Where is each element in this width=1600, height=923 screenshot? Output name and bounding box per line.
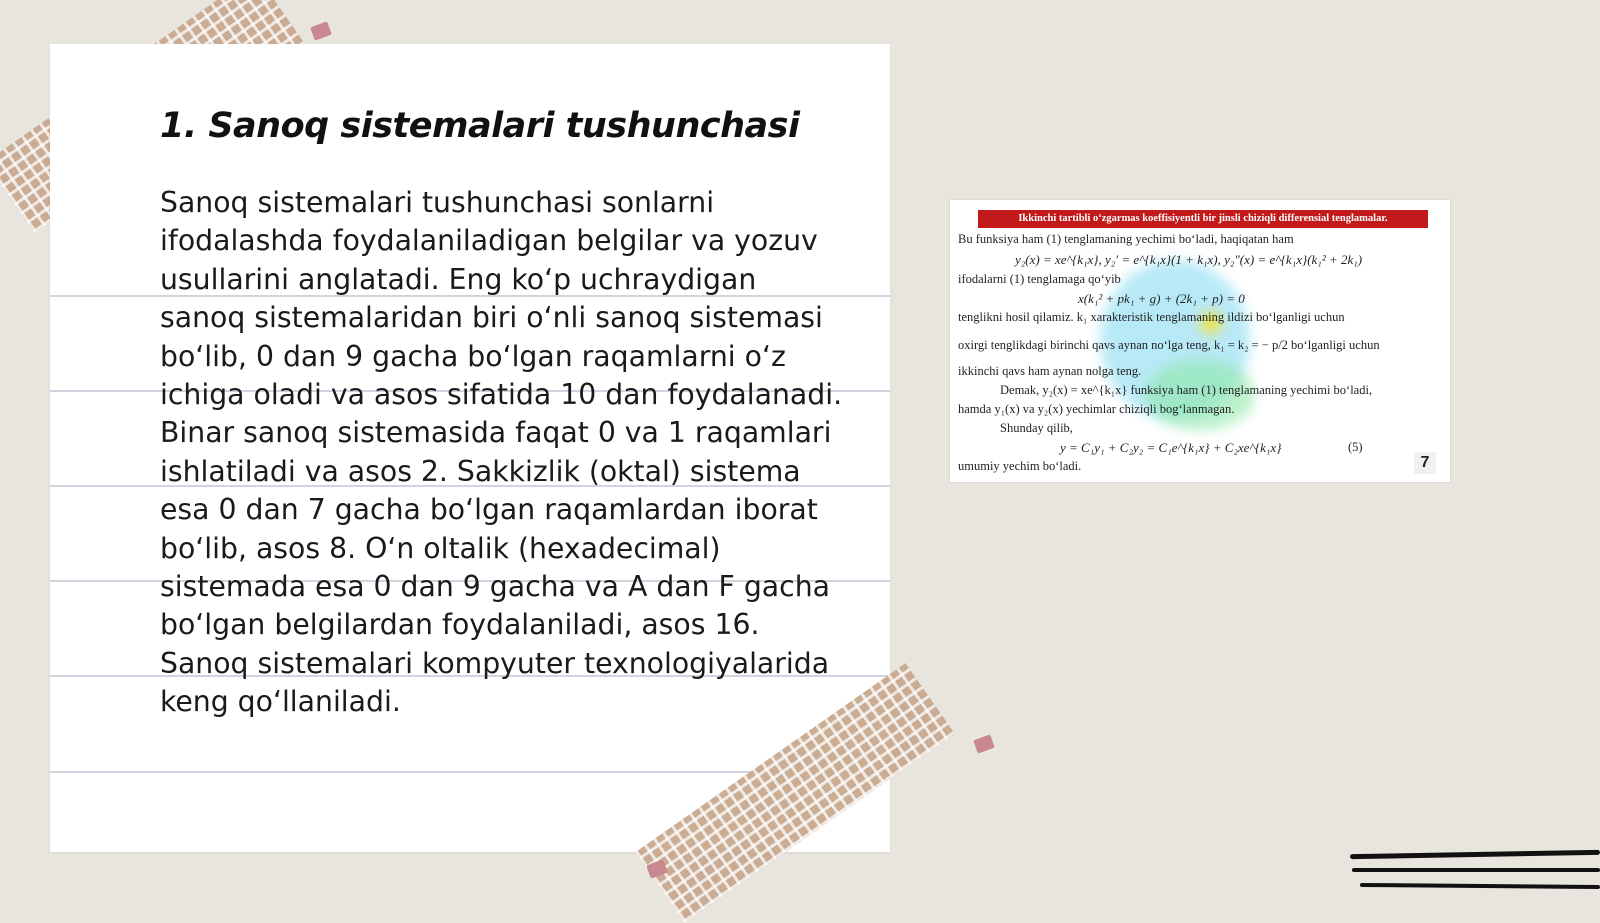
scan-equation: y = C₁y₁ + C₂y₂ = C₁e^{k₁x} + C₂xe^{k₁x} [1060,440,1282,455]
scan-equation-number: (5) [1348,440,1363,454]
scan-text-line: Bu funksiya ham (1) tenglamaning yechimi bo‘ladi, haqiqatan ham [958,232,1294,246]
tape-tab-top [310,21,332,40]
scanned-textbook-image [950,200,1450,482]
slide-title: 1. Sanoq sistemalari tushunchasi [160,106,800,146]
scan-text-line: Demak, y₂(x) = xe^{k₁x} funksiya ham (1) tenglamaning yechimi bo‘ladi, [1000,383,1373,397]
scan-text-line: tenglikni hosil qilamiz. k₁ xarakteristik tenglamaning ildizi bo‘lganligi uchun [958,310,1345,324]
scan-text-line: hamda y₁(x) va y₂(x) yechimlar chiziqli bog‘lanmagan. [958,402,1235,416]
scan-text-line: ikkinchi qavs ham aynan nolga teng. [958,364,1142,378]
decorative-brush-stroke [1352,868,1600,872]
decorative-brush-stroke [1350,850,1600,859]
notebook-paper-card [50,44,890,852]
scan-text-line: Shunday qilib, [1000,421,1073,435]
slide-body-text: Sanoq sistemalari tushunchasi sonlarni ifodalashda foydalaniladigan belgilar va yozuv usullarini anglatadi. Eng ko‘p uchraydigan sanoq sistemalaridan biri o‘nli sanoq sistemasi bo‘lib, 0 dan 9 gacha bo‘lgan raqamlarni o‘z ichiga oladi va asos sifatida 10 dan foydalanadi. Binar sanoq sistemasida faqat 0 va 1 raqamlari ishlatiladi va asos 2. Sakkizlik (oktal) sistema esa 0 dan 7 gacha bo‘lgan raqamlardan iborat bo‘lib, asos 8. O‘n oltalik (hexadecimal) sistemada esa 0 dan 9 gacha va A dan F gacha bo‘lgan belgilardan foydalaniladi, asos 16. Sanoq sistemalari kompyuter texnologiyalarida keng qo‘llaniladi. [160,186,843,719]
scan-text-line: oxirgi tenglikdagi birinchi qavs aynan no‘lga teng, k₁ = k₂ = − p/2 bo‘lganligi uchun [958,338,1380,352]
scan-text-line: ifodalarni (1) tenglamaga qo‘yib [958,272,1121,286]
scan-page-number: 7 [1414,452,1436,474]
tape-tab-bottom-right [973,734,995,753]
scan-section-header: Ikkinchi tartibli o‘zgarmas koeffisiyentli bir jinsli chiziqli differensial tenglamalar. [978,210,1428,228]
scan-equation: x(k₁² + pk₁ + g) + (2k₁ + p) = 0 [1078,291,1245,306]
scan-text-line: umumiy yechim bo‘ladi. [958,459,1082,473]
scan-equation: y₂(x) = xe^{k₁x}, y₂′ = e^{k₁x}(1 + k₁x), y₂″(x) = e^{k₁x}(k₁² + 2k₁) [1015,252,1363,267]
decorative-brush-stroke [1360,883,1600,889]
